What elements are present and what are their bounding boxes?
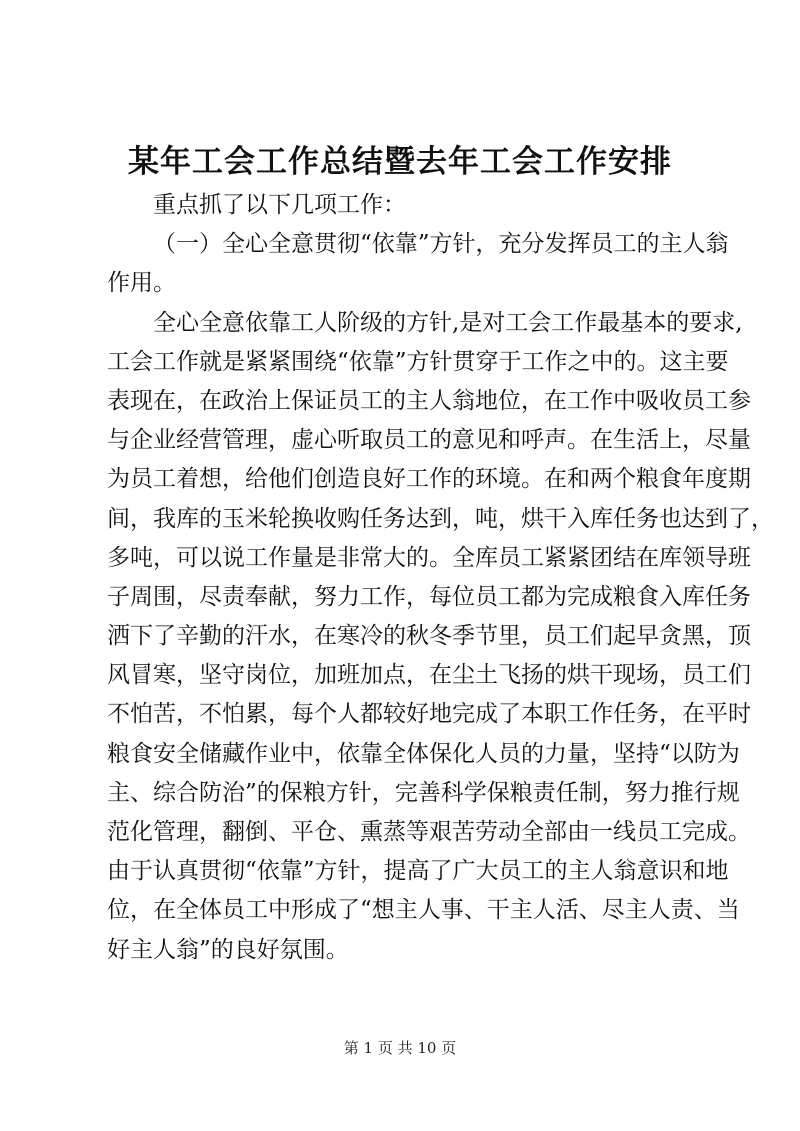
body-line: 重点抓了以下几项工作： [153, 192, 406, 218]
document-title: 某年工会工作总结暨去年工会工作安排 [128, 144, 672, 180]
body-line: 与企业经营管理，虚心听取员工的意见和呼声。在生活上，尽量 [107, 427, 751, 454]
page-footer: 第 1 页 共 10 页 [343, 1039, 457, 1057]
body-line: 主、综合防治”的保粮方针，完善科学保粮责任制，努力推行规 [107, 779, 740, 806]
body-line: 由于认真贯彻“依靠”方针，提高了广大员工的主人翁意识和地 [107, 858, 729, 885]
body-line: （一）全心全意贯彻“依靠”方针，充分发挥员工的主人翁 [153, 231, 729, 258]
body-line: 子周围，尽责奉献，努力工作，每位员工都为完成粮食入库任务 [107, 583, 751, 610]
body-line: 不怕苦，不怕累，每个人都较好地完成了本职工作任务，在平时 [107, 701, 751, 728]
body-line: 粮食安全储藏作业中，依靠全体保化人员的力量，坚持“以防为 [107, 740, 740, 767]
body-line: 作用。 [107, 270, 176, 297]
body-line: 表现在，在政治上保证员工的主人翁地位，在工作中吸收员工参 [107, 387, 751, 414]
body-line: 好主人翁”的良好氛围。 [107, 936, 349, 963]
body-line: 全心全意依靠工人阶级的方针,是对工会工作最基本的要求, [153, 309, 743, 336]
document-body [107, 186, 774, 970]
body-line: 工会工作就是紧紧围绕“依靠”方针贯穿于工作之中的。这主要 [107, 348, 729, 375]
body-line: 位，在全体员工中形成了“想主人事、干主人活、尽主人责、当 [107, 897, 740, 924]
body-line: 为员工着想，给他们创造良好工作的环境。在和两个粮食年度期 [107, 466, 751, 493]
body-line: 范化管理，翻倒、平仓、熏蒸等艰苦劳动全部由一线员工完成。 [107, 819, 751, 845]
body-line: 间，我库的玉米轮换收购任务达到，吨，烘干入库任务也达到了， [107, 505, 774, 532]
body-line: 多吨，可以说工作量是非常大的。全库员工紧紧团结在库领导班 [107, 544, 751, 571]
body-line: 洒下了辛勤的汗水，在寒冷的秋冬季节里，员工们起早贪黑，顶 [107, 623, 751, 650]
body-line: 风冒寒，坚守岗位，加班加点，在尘土飞扬的烘干现场，员工们 [107, 662, 751, 689]
